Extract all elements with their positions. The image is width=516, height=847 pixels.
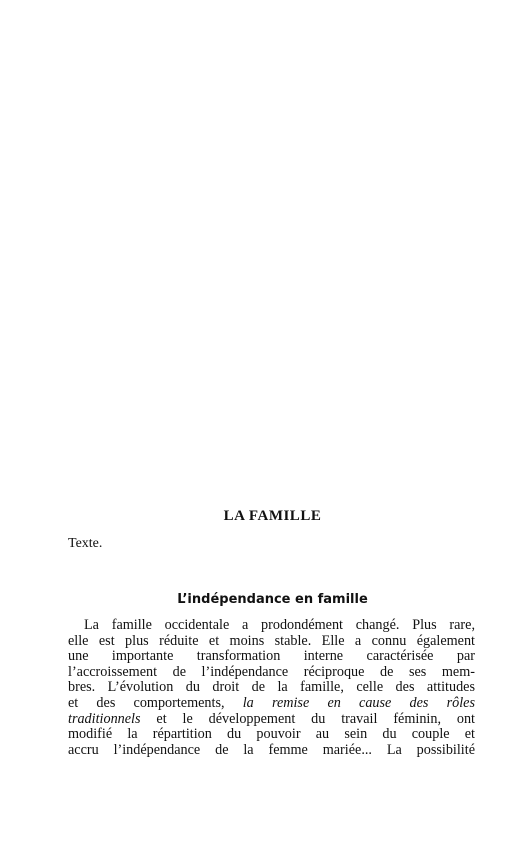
section-note: Texte.	[68, 536, 103, 551]
line-segment: bres. L’évolution du droit de la famille, celle des attitudes	[68, 679, 475, 696]
paragraph-line	[68, 680, 475, 696]
line-segment: accru l’indépendance de la femme mariée... La possibilité	[68, 741, 475, 758]
line-segment: modifié la répartition du pouvoir au sein du couple et	[68, 726, 475, 743]
paragraph-line	[68, 727, 475, 743]
line-segment: et le développement du travail féminin, ont	[140, 710, 475, 727]
paragraph-line	[68, 618, 475, 634]
text-subtitle: L’indépendance en famille	[177, 592, 368, 607]
line-segment: La famille occidentale a prodondément changé. Plus rare,	[84, 617, 475, 633]
paragraph-line	[68, 649, 475, 665]
line-segment: et des comportements,	[68, 694, 243, 711]
paragraph-line	[68, 665, 475, 681]
paragraph-line	[68, 712, 475, 728]
line-segment: elle est plus réduite et moins stable. Elle a connu également	[68, 632, 475, 649]
line-segment: l’accroissement de l’indépendance réciproque de ses mem-	[68, 663, 475, 680]
italic-segment: traditionnels	[68, 710, 141, 727]
paragraph-line	[68, 743, 475, 759]
paragraph-line	[68, 634, 475, 650]
paragraph-line	[68, 696, 475, 712]
line-segment: une importante transformation interne caractérisée par	[68, 648, 475, 665]
chapter-heading: LA FAMILLE	[223, 508, 322, 524]
italic-segment: la remise en cause des rôles	[242, 694, 475, 711]
body-paragraph	[68, 618, 475, 758]
